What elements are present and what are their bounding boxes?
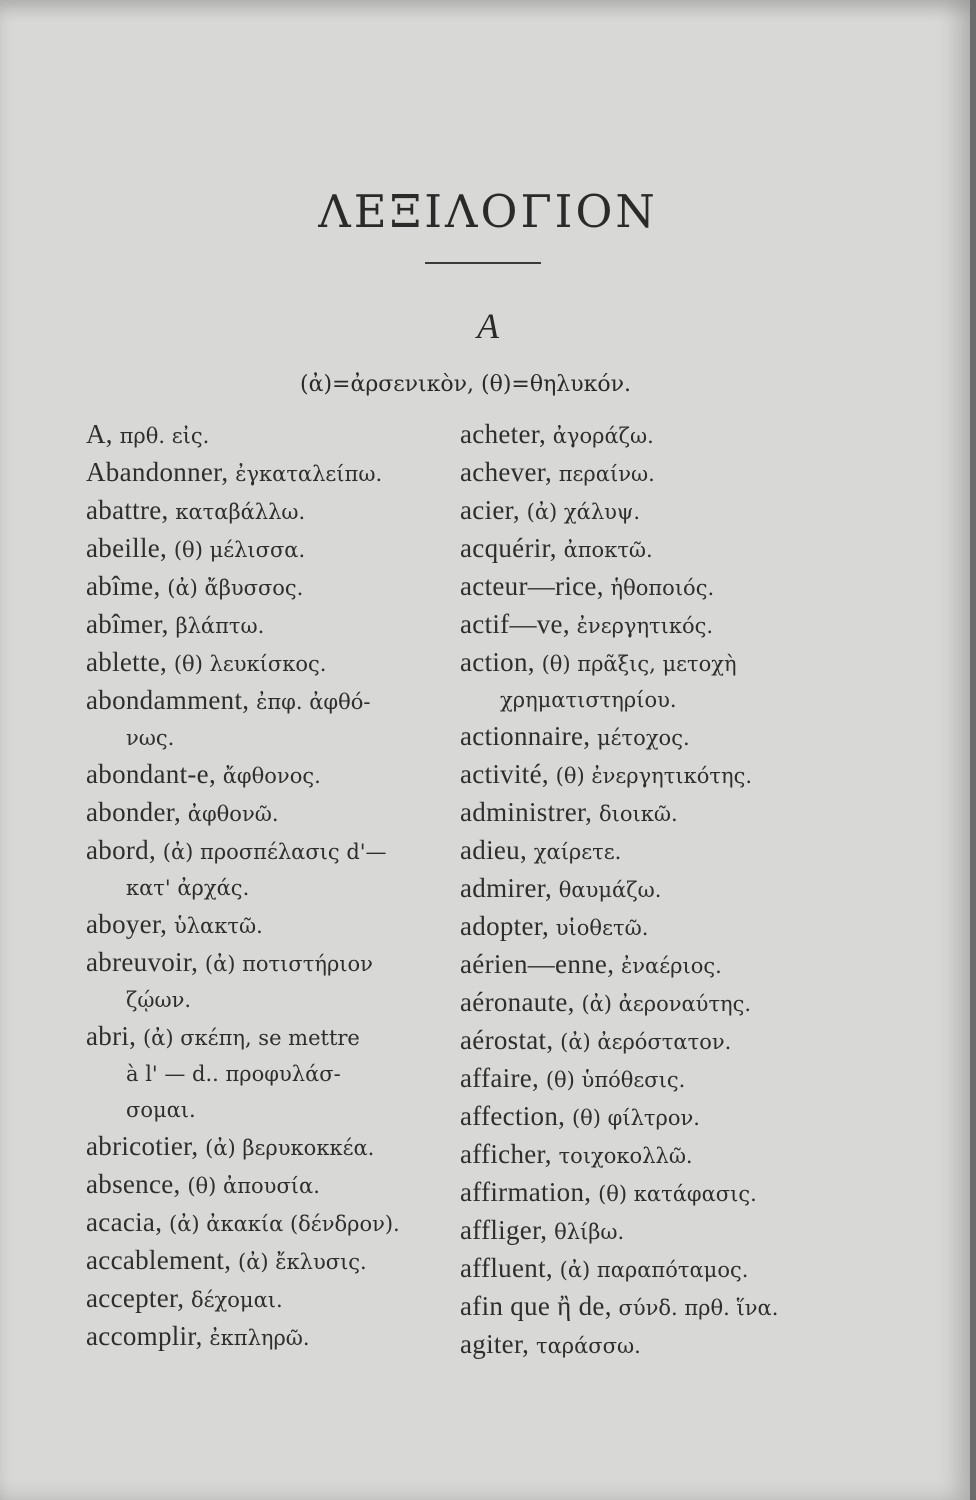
entry-headword: adieu, (460, 835, 528, 865)
entry-headword: afin que ἢ de, (460, 1291, 612, 1321)
entry-headword: actif—ve, (460, 609, 570, 639)
entry-definition: (θ) φίλτρον. (571, 1106, 700, 1130)
entry-continuation: σομαι. (126, 1098, 196, 1122)
entry-headword: abattre, (86, 495, 169, 525)
dictionary-entry (460, 1136, 840, 1174)
entry-definition: (ἀ) ἔκλυσις. (238, 1250, 367, 1274)
entry-definition: (ἀ) ἀερόστατον. (560, 1030, 732, 1054)
entry-headword: accablement, (86, 1245, 232, 1275)
entry-continuation: χρηματιστηρίου. (500, 688, 677, 712)
entry-definition: περαίνω. (558, 462, 655, 486)
dictionary-entry (86, 492, 456, 530)
entry-definition: ἄφθονος. (222, 764, 321, 788)
entry-definition: ἀφθονῶ. (187, 802, 279, 826)
right-column (460, 416, 840, 1364)
entry-headword: abord, (86, 835, 157, 865)
entry-definition: (θ) κατάφασις. (598, 1182, 757, 1206)
dictionary-entry (460, 1060, 840, 1098)
entry-definition: μέτοχος. (597, 726, 690, 750)
dictionary-entry (86, 1242, 456, 1280)
entry-definition: τοιχοκολλῶ. (558, 1144, 693, 1168)
entry-definition: πρθ. εἰς. (119, 424, 210, 448)
entry-definition: ἀγοράζω. (552, 424, 654, 448)
entry-headword: aéronaute, (460, 987, 575, 1017)
entry-headword: affection, (460, 1101, 566, 1131)
dictionary-entry (460, 1250, 840, 1288)
entry-definition: (ἀ) χάλυψ. (526, 500, 641, 524)
entry-definition: (ἀ) ἀκακία (δένδρον). (169, 1212, 400, 1236)
entry-definition: (θ) ὑπόθεσις. (545, 1068, 686, 1092)
dictionary-entry (86, 568, 456, 606)
entry-continuation: κατ' ἀρχάς. (126, 876, 250, 900)
dictionary-entry (86, 832, 456, 906)
entry-definition: βλάπτω. (175, 614, 265, 638)
dictionary-entry (460, 530, 840, 568)
dictionary-entry (460, 492, 840, 530)
entry-headword: abeille, (86, 533, 168, 563)
dictionary-entry (460, 718, 840, 756)
entry-definition: διοικῶ. (598, 802, 678, 826)
dictionary-entry (86, 644, 456, 682)
entry-headword: acier, (460, 495, 520, 525)
dictionary-entry (460, 908, 840, 946)
entry-headword: aérostat, (460, 1025, 554, 1055)
dictionary-entry (460, 984, 840, 1022)
dictionary-entry (86, 756, 456, 794)
entry-definition: ἀποκτῶ. (563, 538, 653, 562)
entry-headword: abri, (86, 1021, 137, 1051)
entry-headword: accepter, (86, 1283, 185, 1313)
entry-headword: administrer, (460, 797, 593, 827)
dictionary-entry (460, 794, 840, 832)
dictionary-entry (460, 832, 840, 870)
dictionary-entry (460, 1288, 840, 1326)
dictionary-entry (460, 946, 840, 984)
entry-definition: (θ) λευκίσκος. (173, 652, 327, 676)
entry-definition: (θ) μέλισσα. (173, 538, 306, 562)
dictionary-entry (460, 1212, 840, 1250)
entry-definition: ὑλακτῶ. (173, 914, 263, 938)
dictionary-entry (86, 944, 456, 1018)
dictionary-entry (86, 794, 456, 832)
dictionary-entry (86, 454, 456, 492)
entry-continuation: ζῴων. (126, 988, 192, 1012)
entry-definition: ἐπφ. ἀφθό- (256, 690, 371, 714)
entry-definition: θαυμάζω. (558, 878, 662, 902)
dictionary-entry (460, 870, 840, 908)
entry-headword: adopter, (460, 911, 550, 941)
entry-headword: affliger, (460, 1215, 548, 1245)
dictionary-entry (86, 1018, 456, 1092)
dictionary-entry (460, 1098, 840, 1136)
entry-headword: aérien—enne, (460, 949, 615, 979)
dictionary-entry (86, 1128, 456, 1166)
entry-definition: υἱοθετῶ. (555, 916, 649, 940)
entry-headword: affluent, (460, 1253, 553, 1283)
left-column (86, 416, 456, 1356)
entry-headword: abondant-e, (86, 759, 216, 789)
entry-headword: agiter, (460, 1329, 530, 1359)
dictionary-entry (460, 756, 840, 794)
entry-definition: ἐκπληρῶ. (209, 1326, 310, 1350)
dictionary-entry (460, 568, 840, 606)
dictionary-entry (86, 606, 456, 644)
entry-headword: A, (86, 419, 113, 449)
entry-headword: admirer, (460, 873, 553, 903)
entry-definition: (θ) ἐνεργητικότης. (555, 764, 753, 788)
entry-headword: abreuvoir, (86, 947, 199, 977)
entry-headword: abondamment, (86, 685, 250, 715)
section-letter: A (477, 306, 499, 346)
entry-headword: ablette, (86, 647, 168, 677)
dictionary-entry (86, 1204, 456, 1242)
entry-definition: σύνδ. πρθ. ἵνα. (618, 1296, 779, 1320)
entry-definition: (ἀ) προσπέλασις d'— (162, 840, 387, 864)
entry-headword: acacia, (86, 1207, 163, 1237)
entry-definition: (θ) πρᾶξις, μετοχὴ (541, 652, 737, 676)
dictionary-entry (86, 682, 456, 756)
entry-definition: χαίρετε. (533, 840, 622, 864)
dictionary-entry (460, 1326, 840, 1364)
entry-headword: acheter, (460, 419, 546, 449)
entry-headword: accomplir, (86, 1321, 203, 1351)
entry-definition: (ἀ) ἄβυσσος. (167, 576, 304, 600)
entry-headword: abîmer, (86, 609, 169, 639)
entry-headword: affirmation, (460, 1177, 592, 1207)
entry-headword: actionnaire, (460, 721, 591, 751)
dictionary-entry (460, 1174, 840, 1212)
entry-headword: abonder, (86, 797, 182, 827)
entry-headword: abîme, (86, 571, 161, 601)
entry-continuation: νως. (126, 726, 175, 750)
entry-definition: ταράσσω. (535, 1334, 641, 1358)
entry-headword: acquérir, (460, 533, 557, 563)
entry-headword: affaire, (460, 1063, 540, 1093)
entry-definition: ἡθοποιός. (610, 576, 715, 600)
entry-headword: afficher, (460, 1139, 552, 1169)
entry-headword: action, (460, 647, 535, 677)
dictionary-entry (86, 906, 456, 944)
entry-definition: ἐνεργητικός. (576, 614, 714, 638)
dictionary-entry (86, 416, 456, 454)
dictionary-entry (86, 1092, 456, 1128)
entry-definition: ἐναέριος. (621, 954, 722, 978)
entry-headword: aboyer, (86, 909, 168, 939)
dictionary-entry (86, 1318, 456, 1356)
entry-headword: Abandonner, (86, 457, 229, 487)
dictionary-entry (460, 606, 840, 644)
gender-legend: (ἀ)=ἀρσενικὸν, (θ)=θηλυκόν. (300, 372, 631, 397)
entry-headword: activité, (460, 759, 549, 789)
dictionary-entry (460, 1022, 840, 1060)
page-title: ΛΕΞΙΛΟΓΙΟΝ (318, 185, 658, 238)
entry-definition: (ἀ) παραπόταμος. (559, 1258, 749, 1282)
entry-definition: (ἀ) ἀεροναύτης. (581, 992, 752, 1016)
title-rule (425, 262, 541, 264)
entry-headword: abricotier, (86, 1131, 199, 1161)
entry-definition: (θ) ἀπουσία. (187, 1174, 320, 1198)
dictionary-entry (460, 416, 840, 454)
dictionary-entry (86, 530, 456, 568)
dictionary-entry (460, 644, 840, 718)
dictionary-entry (86, 1166, 456, 1204)
entry-headword: absence, (86, 1169, 181, 1199)
dictionary-entry (86, 1280, 456, 1318)
entry-definition: (ἀ) βερυκοκκέα. (205, 1136, 375, 1160)
entry-definition: δέχομαι. (191, 1288, 283, 1312)
entry-definition: (ἀ) ποτιστήριον (204, 952, 373, 976)
entry-headword: achever, (460, 457, 552, 487)
dictionary-entry (460, 454, 840, 492)
entry-headword: acteur—rice, (460, 571, 604, 601)
entry-continuation: à l' — d.. προφυλάσ- (126, 1062, 341, 1086)
entry-definition: (ἀ) σκέπη, se mettre (142, 1026, 360, 1050)
entry-definition: θλίβω. (554, 1220, 625, 1244)
entry-definition: ἐγκαταλείπω. (235, 462, 383, 486)
entry-definition: καταβάλλω. (175, 500, 306, 524)
